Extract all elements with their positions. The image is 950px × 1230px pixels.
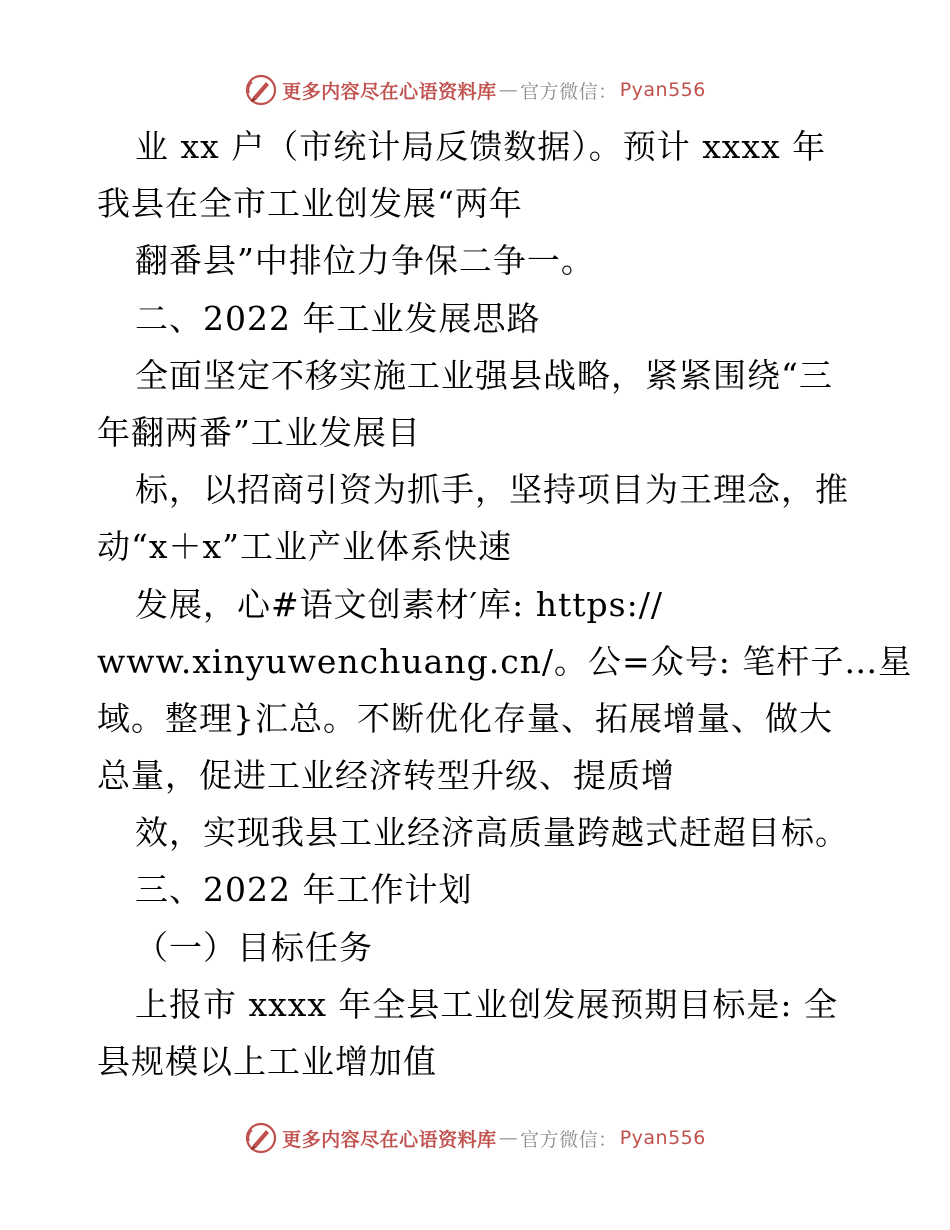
watermark-handle: Pyan556: [619, 1127, 706, 1149]
text-line: 我县在全市工业创发展“两年: [97, 184, 523, 224]
watermark-separator: —: [498, 79, 519, 101]
header-watermark: [0, 70, 950, 110]
text-line: 发展，心#语文创素材′库: https://: [135, 584, 663, 624]
text-line: 业 xx 户（市统计局反馈数据）。预计 xxxx 年: [135, 127, 827, 166]
text-line: 全面坚定不移实施工业强县战略，紧紧围绕“三: [135, 355, 833, 395]
text-line: 二、2022 年工业发展思路: [135, 298, 541, 338]
text-line: 动“x＋x”工业产业体系快速: [97, 527, 512, 567]
text-line: 域。整理}汇总。不断优化存量、拓展增量、做大: [97, 698, 833, 738]
text-line: 上报市 xxxx 年全县工业创发展预期目标是: 全: [135, 984, 839, 1024]
watermark-official: 官方微信：: [520, 1128, 618, 1151]
text-line: www.xinyuwenchuang.cn/。公=众号: 笔杆子…星: [97, 641, 913, 681]
text-line: 标，以招商引资为抓手，坚持项目为王理念，推: [135, 470, 849, 510]
watermark-brand: 更多内容尽在心语资料库: [282, 80, 497, 103]
pen-logo-icon: [244, 1121, 278, 1155]
text-line: （一）目标任务: [135, 927, 373, 967]
text-line: 县规模以上工业增加值: [97, 1042, 437, 1081]
text-line: 三、2022 年工作计划: [135, 870, 473, 910]
text-line: 年翻两番”工业发展目: [97, 412, 421, 452]
footer-watermark: [0, 1118, 950, 1158]
text-line: 翻番县”中排位力争保二争一。: [135, 241, 595, 281]
text-line: 效，实现我县工业经济高质量跨越式赶超目标。: [135, 813, 849, 853]
text-line: 总量，促进工业经济转型升级、提质增: [97, 756, 675, 796]
pen-logo-icon: [244, 73, 278, 107]
watermark-brand: 更多内容尽在心语资料库: [282, 1128, 497, 1151]
document-body: [97, 118, 913, 1090]
watermark-official: 官方微信：: [520, 80, 618, 103]
watermark-separator: —: [498, 1127, 519, 1149]
watermark-handle: Pyan556: [619, 79, 706, 101]
